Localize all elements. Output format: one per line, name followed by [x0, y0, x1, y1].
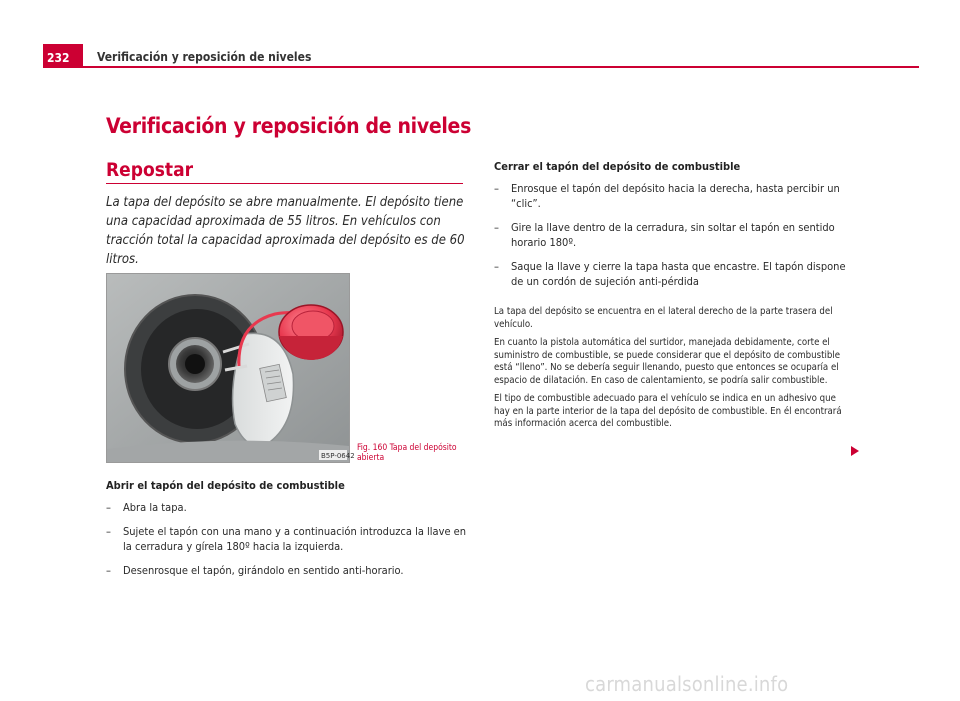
dash: – [494, 182, 499, 195]
paragraph-fuel-type: El tipo de combustible adecuado para el vehículo se indica en un adhesivo que hay en la parte interior de la tapa del depósito de combustible. En él encontrará más información acerca del combustible. [494, 393, 842, 429]
fuel-cap-figure [106, 273, 355, 463]
close-cap-section [494, 160, 856, 298]
info-paragraphs [494, 306, 850, 437]
list-item [494, 220, 856, 250]
running-title: Verificación y reposición de niveles [97, 50, 312, 64]
paragraph-full-tank: En cuanto la pistola automática del surtidor, manejada debidamente, corte el suministro de combustible, se puede considerar que el depósito de combustible está “lleno”. No se debería seguir llenando, puesto que entonces se ocuparía el espacio de dilatación. En caso de calentamiento, se podría salir combustible. [494, 337, 841, 386]
fuel-cap-illustration [107, 274, 355, 462]
list-item [494, 181, 856, 211]
step-text: Desenrosque el tapón, girándolo en sentido anti-horario. [123, 564, 404, 577]
triangle-right-icon [851, 446, 859, 456]
open-cap-title: Abrir el tapón del depósito de combustible [106, 479, 345, 492]
open-cap-section [106, 479, 468, 587]
intro-text: La tapa del depósito se abre manualmente. El depósito tiene una capacidad aproximada de 55 litros. En vehículos con tracción total la capacidad aproximada del depósito es de 60 litros. [106, 195, 465, 267]
open-cap-steps [106, 500, 468, 578]
page-number: 232 [43, 44, 83, 67]
figure-caption: Fig. 160 Tapa del depósito abierta [357, 443, 457, 463]
dash: – [106, 525, 111, 538]
section-rule [106, 183, 463, 184]
step-text: Sujete el tapón con una mano y a continuación introduzca la llave en la cerradura y gírela 180º hacia la izquierda. [123, 525, 467, 553]
list-item [494, 259, 856, 289]
step-text: Saque la llave y cierre la tapa hasta que encastre. El tapón dispone de un cordón de sujeción anti-pérdida [511, 260, 846, 288]
step-text: Abra la tapa. [123, 501, 187, 514]
section-title: Repostar [106, 159, 194, 181]
step-text: Gire la llave dentro de la cerradura, sin soltar el tapón en sentido horario 180º. [511, 221, 835, 249]
close-cap-title: Cerrar el tapón del depósito de combustible [494, 160, 741, 173]
close-cap-steps [494, 181, 856, 289]
list-item [106, 563, 468, 578]
paragraph-location: La tapa del depósito se encuentra en el lateral derecho de la parte trasera del vehículo. [494, 306, 833, 330]
dash: – [106, 501, 111, 514]
list-item [106, 500, 468, 515]
step-text: Enrosque el tapón del depósito hacia la derecha, hasta percibir un “clic”. [511, 182, 840, 210]
page-title: Verificación y reposición de niveles [106, 114, 472, 138]
figure-code: B5P-0642 [321, 452, 355, 460]
watermark: carmanualsonline.info [585, 672, 789, 696]
dash: – [106, 564, 111, 577]
dash: – [494, 260, 499, 273]
header-rule [43, 66, 919, 68]
dash: – [494, 221, 499, 234]
list-item [106, 524, 468, 554]
